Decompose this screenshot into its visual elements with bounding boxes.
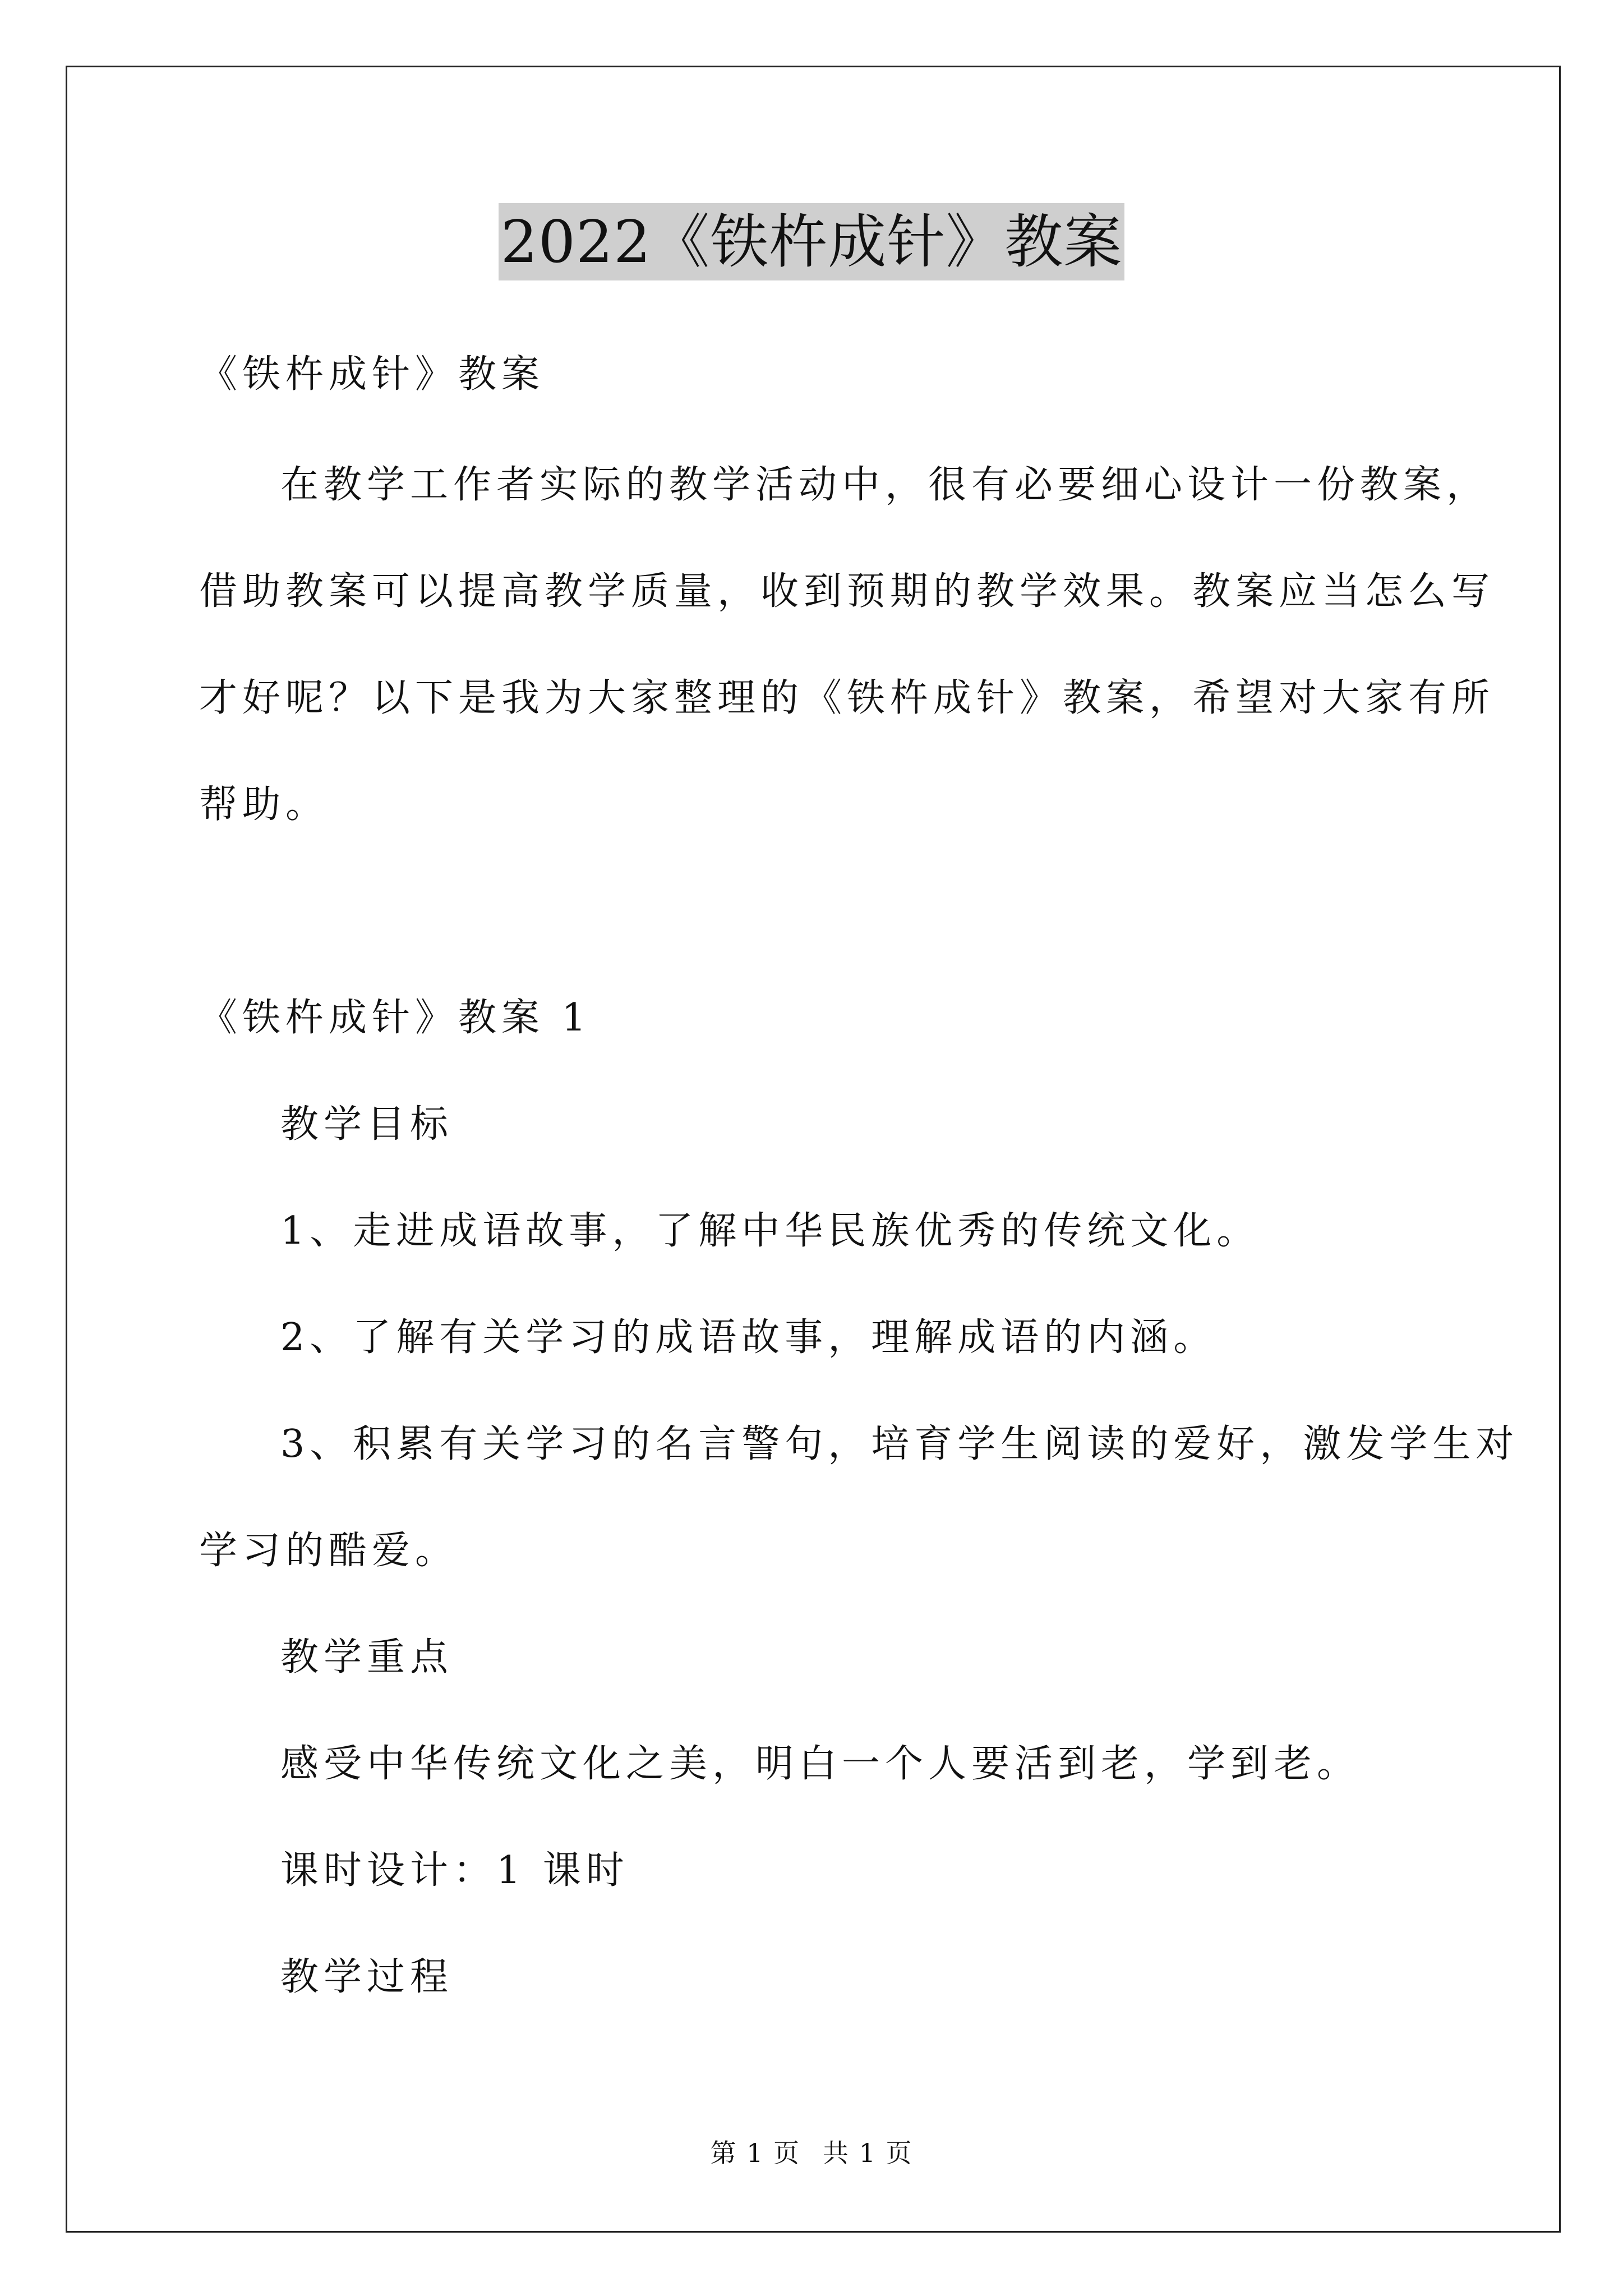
page-total: 共 1 页 [823, 2138, 913, 2168]
objective-3-line-1: 3、积累有关学习的名言警句，培育学生阅读的爱好，激发学生对 [280, 1422, 1519, 1466]
process-heading: 教学过程 [280, 1955, 454, 1999]
document-title: 2022《铁杵成针》教案 [499, 203, 1125, 280]
page-footer [0, 2136, 1623, 2170]
intro-line-1: 在教学工作者实际的教学活动中，很有必要细心设计一份教案， [280, 463, 1490, 507]
intro-line-3: 才好呢？以下是我为大家整理的《铁杵成针》教案，希望对大家有所 [199, 676, 1495, 720]
section-heading: 《铁杵成针》教案 1 [199, 996, 591, 1040]
objective-3-line-2: 学习的酷爱。 [199, 1529, 459, 1573]
key-points-text: 感受中华传统文化之美，明白一个人要活到老，学到老。 [280, 1742, 1361, 1786]
objective-2: 2、了解有关学习的成语故事，理解成语的内涵。 [280, 1315, 1217, 1360]
title-container [0, 203, 1623, 280]
page-number: 第 1 页 [710, 2138, 800, 2168]
intro-line-2: 借助教案可以提高教学质量，收到预期的教学效果。教案应当怎么写 [199, 569, 1495, 614]
class-hours: 课时设计：1 课时 [280, 1848, 629, 1893]
key-points-heading: 教学重点 [280, 1635, 454, 1680]
objective-1: 1、走进成语故事，了解中华民族优秀的传统文化。 [280, 1209, 1260, 1253]
objectives-heading: 教学目标 [280, 1102, 454, 1147]
intro-line-4: 帮助。 [199, 783, 329, 827]
subtitle-line: 《铁杵成针》教案 [199, 352, 545, 397]
